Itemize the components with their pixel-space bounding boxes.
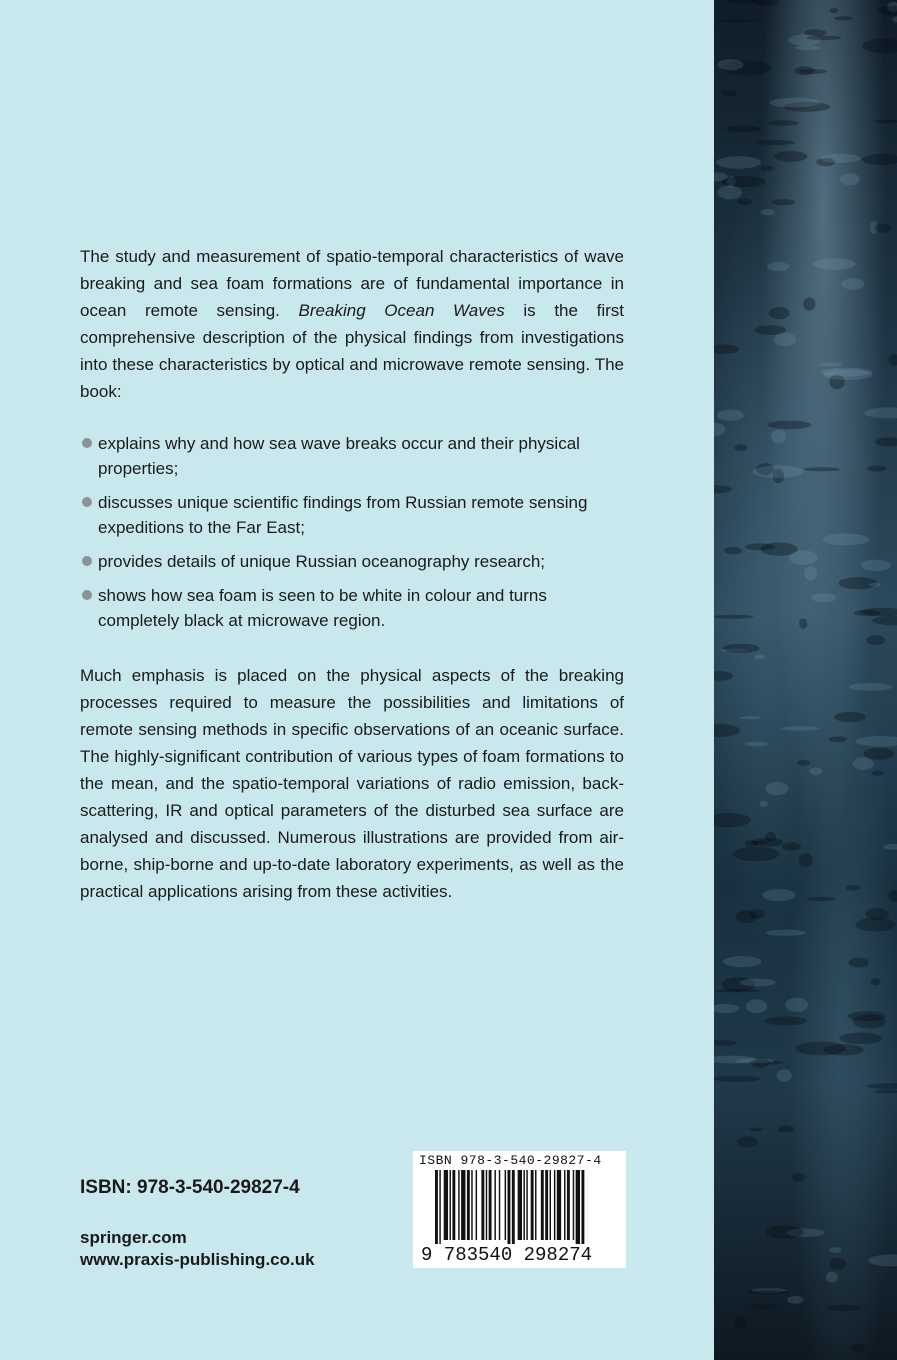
wave-streak <box>826 1304 861 1311</box>
list-item <box>80 549 624 574</box>
wave-streak <box>760 209 774 216</box>
wave-streak <box>856 736 897 747</box>
wave-streak <box>853 757 874 770</box>
wave-streak <box>735 1316 747 1329</box>
wave-streak <box>768 421 812 430</box>
wave-streak <box>769 307 790 319</box>
barcode-bar <box>481 1170 484 1240</box>
wave-streak <box>849 958 869 968</box>
wave-streak <box>809 768 822 776</box>
barcode-bar <box>467 1170 470 1240</box>
barcode-bar <box>435 1170 438 1244</box>
wave-streak <box>824 1044 864 1055</box>
wave-streak <box>745 742 768 747</box>
book-title: Breaking Ocean Waves <box>298 301 505 320</box>
wave-streak <box>892 16 897 22</box>
barcode-bar <box>505 1170 506 1240</box>
wave-streak <box>785 998 808 1012</box>
wave-streak <box>748 1128 763 1131</box>
list-item <box>80 431 624 481</box>
wave-streak <box>868 1255 897 1267</box>
wave-streak <box>768 120 799 126</box>
barcode-bar <box>439 1170 440 1244</box>
wave-streak <box>723 956 762 967</box>
feature-text: shows how sea foam is seen to be white in colour and turns completely black at microwave region. <box>98 586 547 630</box>
barcode-bar <box>452 1170 455 1240</box>
wave-streak <box>834 712 865 722</box>
wave-streak <box>792 1173 805 1182</box>
wave-streak <box>874 224 890 233</box>
barcode-bar <box>461 1170 465 1240</box>
barcode-bar <box>557 1170 561 1240</box>
wave-streak <box>714 485 732 493</box>
barcode-bar <box>508 1170 511 1244</box>
wave-streak <box>740 979 776 987</box>
feature-text: provides details of unique Russian oceanography research; <box>98 552 545 571</box>
wave-streak <box>799 618 807 628</box>
barcode-bar <box>450 1170 451 1240</box>
barcode-bar <box>499 1170 500 1240</box>
barcode-bar <box>489 1170 492 1240</box>
wave-streak <box>864 407 897 418</box>
wave-streak <box>821 368 872 377</box>
emphasis-paragraph: Much emphasis is placed on the physical aspects of the breaking processes required to measure the possibilities and limitations of remote sensing methods in specific observations of an oceanic surface. The highly-significant contribution of various types of foam formations to the mean, and the spatio-temporal variations of radio emission, back-scattering, IR and optical parameters of the disturbed sea surface are analysed and discussed. Numerous illustrations are provided from air-borne, ship-borne and up-to-date laboratory experiments, as well as the practical applications arising from these activities. <box>80 666 624 901</box>
wave-streak <box>717 410 744 421</box>
intro-paragraph <box>80 243 624 405</box>
wave-streak <box>771 430 786 444</box>
wave-streak <box>803 297 815 310</box>
barcode-bar <box>535 1170 536 1240</box>
wave-streak <box>834 16 853 20</box>
barcode-bar <box>476 1170 477 1240</box>
wave-streak <box>796 45 821 50</box>
wave-streak <box>767 262 790 271</box>
wave-streak <box>878 6 897 16</box>
wave-streak <box>823 534 869 546</box>
wave-texture <box>714 0 897 1360</box>
wave-streak <box>769 98 820 108</box>
barcode-bar <box>458 1170 459 1240</box>
barcode-bar <box>471 1170 472 1240</box>
wave-streak <box>799 853 813 867</box>
wave-streak <box>848 1011 886 1021</box>
bullet-icon <box>82 497 92 507</box>
wave-streak <box>752 0 780 6</box>
barcode-bar <box>567 1170 570 1240</box>
wave-streak <box>820 154 860 163</box>
wave-streak <box>849 683 892 691</box>
wave-streak <box>874 1090 897 1094</box>
wave-streak <box>714 671 733 681</box>
barcode <box>413 1151 626 1268</box>
feature-text: explains why and how sea wave breaks occur and their physical properties; <box>98 434 580 478</box>
wave-streak <box>875 120 897 124</box>
wave-streak <box>812 258 855 270</box>
bullet-icon <box>82 556 92 566</box>
wave-streak <box>760 801 768 807</box>
wave-streak <box>774 151 807 162</box>
wave-streak <box>714 724 740 737</box>
wave-streak <box>888 890 897 901</box>
wave-streak <box>856 918 896 932</box>
wave-streak <box>715 19 758 22</box>
wave-streak <box>829 736 847 742</box>
wave-streak <box>737 1136 758 1147</box>
wave-streak <box>869 583 880 587</box>
barcode-bar <box>550 1170 551 1240</box>
wave-streak <box>757 140 795 145</box>
wave-streak <box>812 593 837 602</box>
wave-streak <box>804 467 840 471</box>
wave-streak <box>830 1258 846 1270</box>
wave-streak <box>714 813 751 827</box>
wave-streak <box>771 199 795 205</box>
wave-streak <box>721 176 765 187</box>
wave-streak <box>777 1069 792 1082</box>
barcode-bar <box>576 1170 580 1244</box>
wave-streak <box>787 1296 803 1304</box>
wave-streak <box>721 90 737 97</box>
barcode-bar <box>581 1170 584 1244</box>
barcode-bar <box>518 1170 522 1240</box>
wave-streak <box>804 566 817 580</box>
list-item <box>80 490 624 540</box>
wave-streak <box>872 616 897 626</box>
wave-streak <box>867 466 886 472</box>
wave-streak <box>754 841 768 844</box>
wave-streak <box>717 59 743 70</box>
barcode-bar <box>531 1170 534 1240</box>
wave-streak <box>819 362 843 366</box>
wave-streak <box>766 1225 804 1238</box>
wave-streak <box>852 1344 865 1353</box>
barcode-bar <box>523 1170 524 1240</box>
barcode-bars <box>435 1170 617 1244</box>
wave-streak <box>714 615 754 619</box>
wave-streak <box>870 978 880 985</box>
barcode-bar <box>444 1170 448 1240</box>
wave-streak <box>753 465 804 478</box>
intro-before-title: The study and measurement of spatio-temporal characteristics of wave breaking and sea foam formations are of fundamental importance in ocean remote sensing. <box>80 247 624 320</box>
wave-streak <box>846 885 860 891</box>
wave-streak <box>723 644 760 653</box>
bullet-icon <box>82 438 92 448</box>
wave-streak <box>807 36 842 41</box>
description-block <box>80 243 624 905</box>
wave-streak <box>875 437 897 446</box>
list-item <box>80 583 624 633</box>
wave-streak <box>766 930 806 936</box>
wave-streak <box>839 1033 882 1044</box>
wave-streak <box>724 547 742 555</box>
barcode-isbn-text: ISBN 978-3-540-29827-4 <box>419 1153 602 1168</box>
barcode-bar <box>573 1170 574 1240</box>
wave-streak <box>750 1304 777 1309</box>
wave-streak <box>714 1004 739 1014</box>
website-springer[interactable]: springer.com <box>80 1228 187 1247</box>
barcode-bar <box>545 1170 548 1240</box>
wave-streak <box>714 1040 737 1046</box>
feature-text: discusses unique scientific findings from Russian remote sensing expeditions to the Far East; <box>98 493 588 537</box>
barcode-bar <box>512 1170 515 1244</box>
ocean-wave-photo <box>714 0 897 1360</box>
feature-list <box>80 431 624 633</box>
wave-streak <box>861 560 891 571</box>
wave-streak <box>872 771 884 776</box>
barcode-bar <box>541 1170 544 1240</box>
wave-streak <box>740 716 762 719</box>
wave-streak <box>867 635 885 645</box>
intro-after-title: is the first comprehensive description of the physical findings from investigations into these characteristics by optical and microwave remote sensing. The book: <box>80 301 625 401</box>
wave-streak <box>746 999 767 1013</box>
wave-streak <box>764 1016 806 1025</box>
bullet-icon <box>82 590 92 600</box>
wave-streak <box>829 8 838 13</box>
wave-streak <box>747 1290 788 1294</box>
wave-streak <box>766 782 789 795</box>
barcode-bar <box>554 1170 555 1240</box>
wave-streak <box>714 423 725 436</box>
wave-streak <box>714 1076 761 1082</box>
wave-streak <box>734 444 747 451</box>
wave-streak <box>774 333 796 347</box>
wave-streak <box>716 156 761 169</box>
wave-streak <box>826 1272 838 1283</box>
wave-streak <box>782 842 801 850</box>
wave-streak <box>842 278 865 289</box>
wave-streak <box>862 154 897 165</box>
isbn-label: ISBN: 978-3-540-29827-4 <box>80 1177 300 1198</box>
wave-streak <box>829 1247 841 1253</box>
barcode-bar <box>564 1170 565 1240</box>
barcode-bar <box>526 1170 527 1240</box>
wave-streak <box>889 354 897 366</box>
wave-streak <box>864 748 895 760</box>
wave-streak <box>762 889 795 901</box>
wave-streak <box>789 550 818 564</box>
wave-streak <box>754 655 765 659</box>
wave-streak <box>761 166 774 171</box>
wave-streak <box>737 199 752 205</box>
wave-streak <box>714 345 739 354</box>
barcode-digits: 9 783540 298274 <box>421 1244 593 1266</box>
barcode-bar <box>486 1170 487 1240</box>
wave-streak <box>736 910 757 923</box>
wave-streak <box>733 847 780 861</box>
website-praxis[interactable]: www.praxis-publishing.co.uk <box>80 1250 315 1269</box>
wave-streak <box>866 1083 897 1089</box>
barcode-bar <box>494 1170 495 1240</box>
wave-streak <box>884 844 897 850</box>
wave-streak <box>862 39 897 54</box>
wave-streak <box>779 1126 795 1133</box>
wave-streak <box>797 760 810 766</box>
wave-streak <box>807 897 837 901</box>
wave-streak <box>727 125 761 132</box>
wave-streak <box>781 726 819 730</box>
wave-streak <box>840 173 860 185</box>
wave-streak <box>799 69 827 74</box>
